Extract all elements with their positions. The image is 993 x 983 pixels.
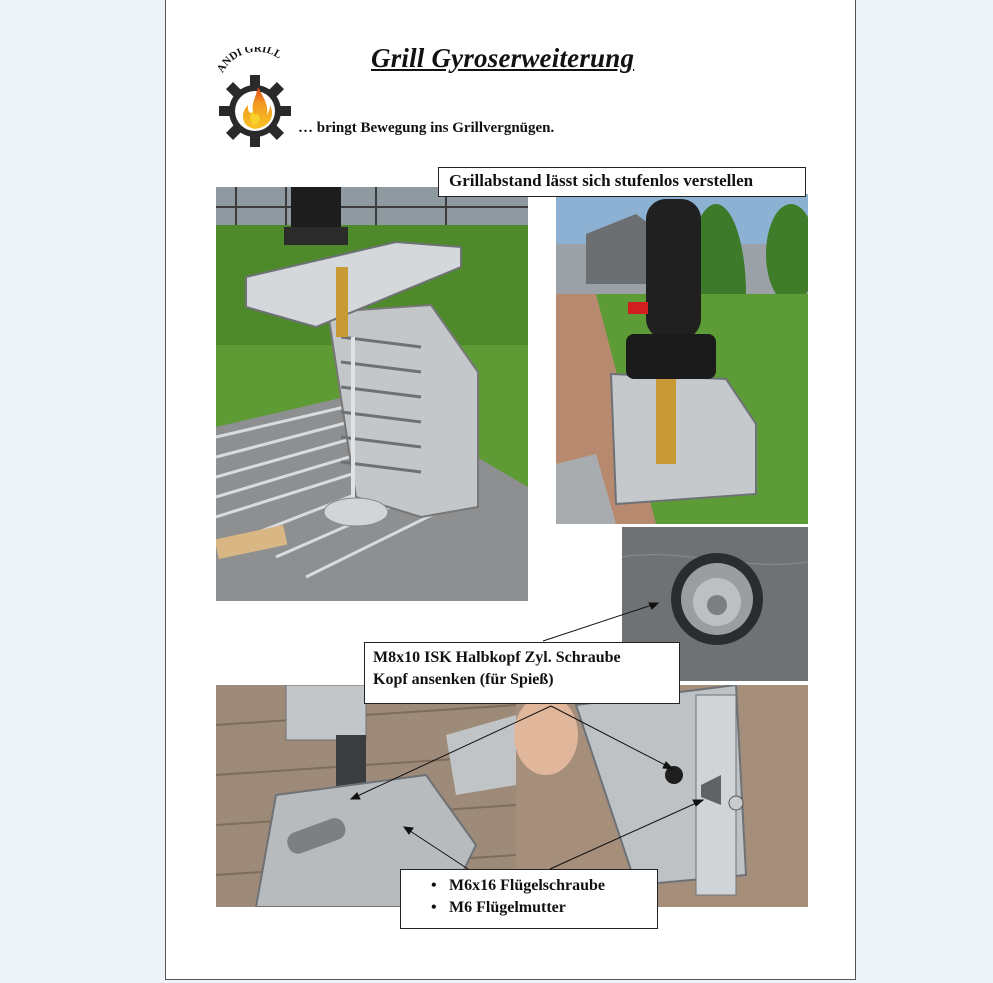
screw-callout-line1: M8x10 ISK Halbkopf Zyl. Schraube xyxy=(373,649,621,666)
parts-callout xyxy=(400,869,658,929)
photo-motor-side xyxy=(556,194,808,524)
distance-callout xyxy=(438,167,806,197)
andi-grill-logo xyxy=(212,47,302,147)
screw-callout-line2: Kopf ansenken (für Spieß) xyxy=(373,671,554,688)
screw-callout xyxy=(364,642,680,704)
svg-text:ANDI GRILL: ANDI GRILL xyxy=(214,47,284,75)
page-title: Grill Gyroserweiterung xyxy=(371,43,635,73)
tagline: … bringt Bewegung ins Grillvergnügen. xyxy=(298,120,555,136)
document-page xyxy=(165,0,856,980)
flame-gear-logo-icon xyxy=(212,47,302,147)
list-item: • M6 Flügelmutter xyxy=(449,897,657,919)
parts-list xyxy=(421,875,657,919)
photo-gyro-on-grill xyxy=(216,187,528,601)
list-item: • M6x16 Flügelschraube xyxy=(449,875,657,897)
distance-callout-text: Grillabstand lässt sich stufenlos verstellen xyxy=(449,171,754,190)
